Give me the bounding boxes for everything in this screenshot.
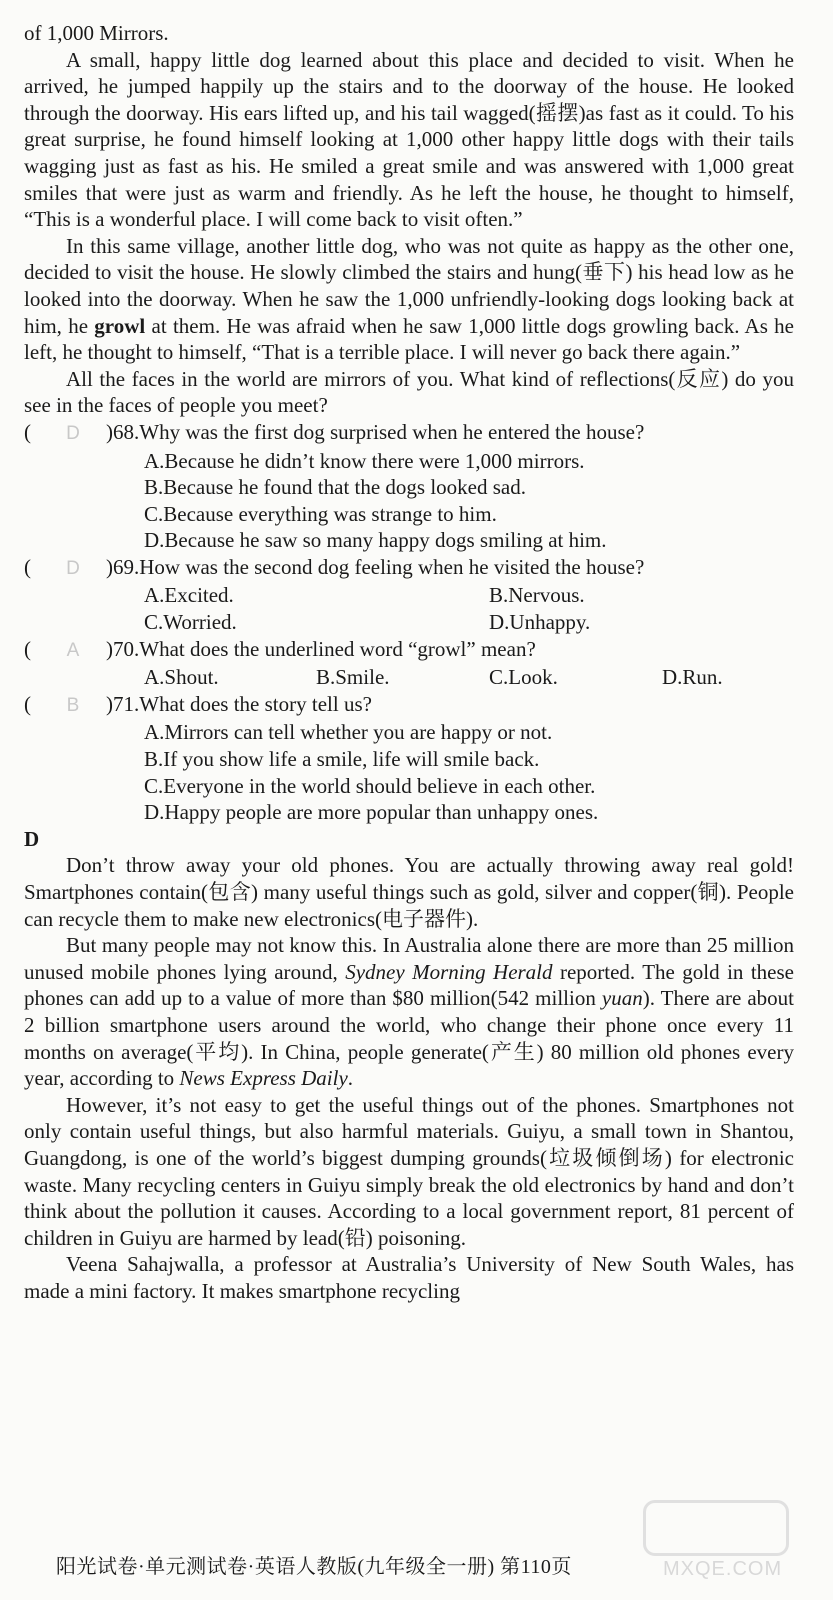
- option-d: D.Run.: [662, 665, 723, 690]
- answer-blank: D: [66, 422, 80, 444]
- option-c: C.Everyone in the world should believe in each other.: [144, 773, 596, 798]
- passage-d-paragraph-2: [24, 932, 794, 1092]
- page-content: [24, 20, 794, 1305]
- question-stem: )71.What does the story tell us?: [106, 691, 372, 716]
- question-68-options: [144, 448, 794, 554]
- answer-bracket-open: (: [24, 691, 31, 716]
- option-d: D.Unhappy.: [489, 610, 591, 635]
- option-b: B.Nervous.: [489, 583, 585, 608]
- newspaper-name: News Express Daily: [179, 1066, 348, 1091]
- section-heading: D: [24, 826, 40, 851]
- question-68: [24, 419, 794, 448]
- question-69: [24, 554, 794, 583]
- page-footer: 阳光试卷·单元测试卷·英语人教版(九年级全一册) 第110页: [56, 1556, 572, 1578]
- passage-c-paragraph-3: All the faces in the world are mirrors of you. What kind of reflections(反应) do you see in the faces of people you meet?: [24, 366, 794, 418]
- paragraph-text: .: [347, 1066, 354, 1091]
- option-a: A.Mirrors can tell whether you are happy or not.: [144, 720, 553, 745]
- answer-bracket-open: (: [24, 636, 31, 661]
- answer-blank: A: [66, 639, 80, 661]
- question-71-options: [144, 719, 794, 825]
- passage-c-paragraph-1: A small, happy little dog learned about this place and decided to visit. When he arrived, he jumped happily up the stairs and to the doorway of the house. He looked through the doorway. His ears lifted up, and his tail wagged(摇摆)as fast as it could. To his great surprise, he found himself looking at 1,000 other happy little dogs with their tails wagging just as fast as his. He smiled a great smile and was answered with 1,000 great smiles that were just as warm and friendly. As he left the house, he thought to himself, “This is a wonderful place. I will come back to visit often.”: [24, 47, 794, 232]
- passage-d-paragraph-1: Don’t throw away your old phones. You are actually throwing away real gold! Smartphones contain(包含) many useful things such as gold, silver and copper(铜). People can recycle them to make new electronics(电子器件).: [24, 853, 794, 931]
- newspaper-name: Sydney Morning Herald: [345, 959, 553, 984]
- option-b: B.Smile.: [316, 665, 390, 690]
- answer-blank: D: [66, 557, 80, 579]
- passage-d-paragraph-3: However, it’s not easy to get the useful things out of the phones. Smartphones not only contain useful things, but also harmful materials. Guiyu, a small town in Shantou, Guangdong, is one of the world’s biggest dumping grounds(垃圾倾倒场) for electronic waste. Many recycling centers in Guiyu simply break the old electronics by hand and don’t think about the pollution it causes. According to a local government report, 81 percent of children in Guiyu are harmed by lead(铅) poisoning.: [24, 1092, 794, 1250]
- currency-term: yuan: [601, 986, 643, 1011]
- option-d: D.Happy people are more popular than unhappy ones.: [144, 800, 599, 825]
- passage-d-paragraph-4: Veena Sahajwalla, a professor at Australia’s University of New South Wales, has made a mini factory. It makes smartphone recycling: [24, 1252, 794, 1303]
- question-stem: )68.Why was the first dog surprised when he entered the house?: [106, 419, 645, 444]
- option-a: A.Shout.: [144, 665, 219, 690]
- paragraph-text: But many people may not know this. In Australia alone there are more than 25 million unused mobile phones lying around,: [24, 933, 794, 984]
- question-69-options: [144, 582, 794, 635]
- option-a: A.Excited.: [144, 583, 234, 608]
- question-71: [24, 691, 794, 720]
- answer-blank: B: [66, 694, 80, 716]
- watermark-logo: [643, 1500, 803, 1580]
- paragraph-text: In this same village, another little dog, who was not quite as happy as the other one, decided to visit the house. He slowly climbed the stairs and hung(垂下) his head low as he looked into the doorway. When he saw the 1,000 unfriendly-looking dogs looking back at him, he: [24, 233, 794, 338]
- option-d: D.Because he saw so many happy dogs smiling at him.: [144, 528, 607, 553]
- option-c: C.Look.: [489, 665, 558, 690]
- question-stem: )70.What does the underlined word “growl” mean?: [106, 636, 536, 661]
- paragraph-text: ). There are about 2 billion smartphone users around the world, who change their phone once every 11 months on average(平均). In China, people generate(产生) 80 million old phones every year, according to: [24, 986, 794, 1091]
- question-stem: )69.How was the second dog feeling when he visited the house?: [106, 554, 645, 579]
- question-70: [24, 636, 794, 665]
- option-a: A.Because he didn’t know there were 1,000 mirrors.: [144, 448, 585, 473]
- option-c: C.Because everything was strange to him.: [144, 501, 497, 526]
- passage-c-continuation: of 1,000 Mirrors.: [24, 21, 169, 45]
- underlined-word-growl: growl: [94, 313, 146, 338]
- question-70-options: [144, 664, 794, 691]
- option-c: C.Worried.: [144, 610, 237, 635]
- answer-bracket-open: (: [24, 554, 31, 579]
- paragraph-text: reported. The gold in these phones can add up to a value of more than $80 million(542 million: [24, 959, 794, 1011]
- watermark-frame: [643, 1500, 789, 1556]
- option-b: B.If you show life a smile, life will smile back.: [144, 747, 540, 772]
- watermark-text: MXQE.COM: [663, 1558, 783, 1580]
- answer-bracket-open: (: [24, 419, 31, 444]
- option-b: B.Because he found that the dogs looked sad.: [144, 475, 526, 500]
- paragraph-text: at them. He was afraid when he saw 1,000 little dogs growling back. As he left, he thought to himself, “That is a terrible place. I will never go back there again.”: [24, 313, 794, 365]
- passage-c-paragraph-2: [24, 233, 794, 366]
